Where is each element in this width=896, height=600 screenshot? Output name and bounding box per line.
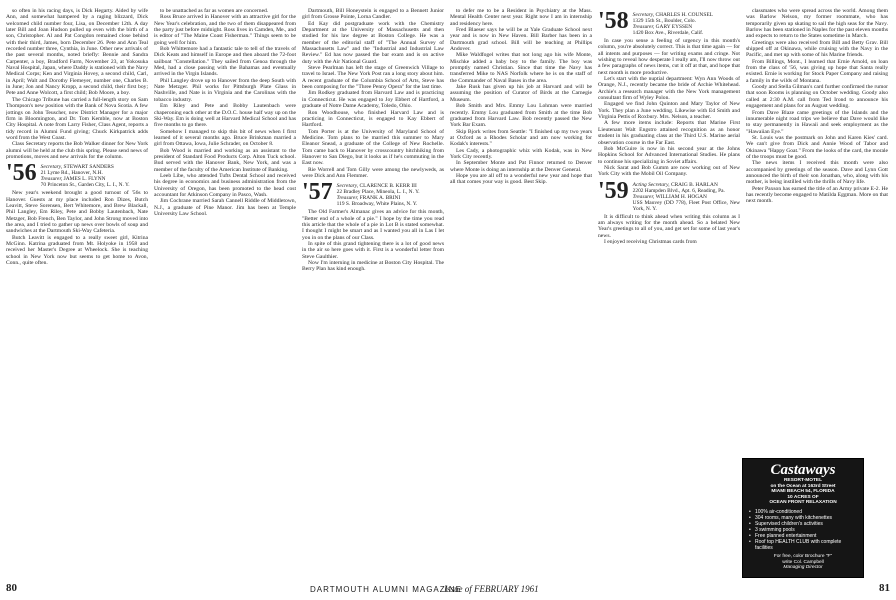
paragraph: Em Riley and Pete and Bobby Lautenbach were chaperoning each other at the D.O.C. house half way up on the Ski-Way. Em is doing well at Harvard Medical School and has five months to go there.	[154, 103, 296, 129]
paragraph: The news items I received this month were also accompanied by greetings of the season. Dave and Lynn Gott announced the birth of their son Jonathan, who, along with his mother, is being instilled with the thrills of Navy life.	[746, 160, 888, 186]
paragraph: In spite of this grand tightening there is a lot of good news in the air so here goes with it. First is a wonderful letter from Steve Gaulthier.	[302, 241, 444, 260]
page-number-left: 80	[6, 582, 17, 594]
class-year: '59	[598, 177, 629, 204]
magazine-title: DARTMOUTH ALUMNI MAGAZINE	[310, 585, 462, 594]
ad-footer-line: For free, color Brochure "F"	[773, 553, 833, 559]
paragraph: Steve Pearlman has left the stage of Greenwich Village to travel to Israel. The New York Post ran a long story about him. A recent graduate of the Columbia School of Arts, Steve has been composing for the "Three Penny Opera" for the last time.	[302, 65, 444, 91]
paragraph: Jim Rodkey graduated from Harvard Law and is practicing in Connecticut. He was engaged to Joy Ebbert of Hartford, a graduate of Notre Dame Academy, Toledo, Ohio.	[302, 90, 444, 110]
paragraph: St. Louis was the postmark on John and Karen Kies' card. We can't give from Dick and Annie Wood of Tabor and Okinawa "Happy Goat." From the looks of the card, the morale of the troops must be good.	[746, 134, 888, 160]
officer-name: CLARENCE B. KERR III	[359, 183, 417, 190]
paragraph: From Billings, Mont., I learned that Ernie Arnold, on loan from the class of '56, was giving up hope that Santa really existed. Ernie is working for Stock Paper Company and raising a family in the wilds of Montana.	[746, 58, 888, 84]
class-58-heading	[598, 10, 740, 36]
ad-line: OCEAN FRONT RELAXATION	[769, 500, 837, 506]
paragraph: Engaged we find John Quinton and Mary Taylor of New York. They plan a June wedding. Likewise with Ed Smith and Virginia Pettis of Roxbury. Mrs. Nelson, a teacher.	[598, 101, 740, 121]
class-officers	[41, 162, 130, 188]
paragraph: From Dave Blaze came greetings of the Islands and the innumerable night road trips we believe that Dave would like to stay permanently in Hawaii and seek employment as the "Hawaiian Eye."	[746, 109, 888, 135]
paragraph: A few more items include: Reports that Marine First Lieutenant Walt Engstro attained recognition as an honor student in his graduating class at the Third U.S. Marine aerial observation course in the Far East.	[598, 120, 740, 146]
ad-feature: • 100% air-conditioned	[749, 509, 857, 515]
paragraph: Ron Woodhouse, who finished Harvard Law and is practicing in Connecticut, is engaged to Kay Ebbert of Hartford.	[302, 109, 444, 129]
paragraph: so often in his racing days, is Dick Hegarty. Aided by wife Ann, and somewhat hampered by a raging blizzard, Dick welcomed child number four, Lisa, on December 12th. A day later Bill and Joan Hudson pulled up even with the birth of a son, Christopher. Al and Pat Congdon remained close behind with their third, James, born December 26. Pete and Ann Teal recorded number three, Cynthia, in June. Other new arrivals of the past several months, noted briefly: Bennie and Sandra Carpenter, a boy, Bradford Farm, November 23, at Yokosuka Naval Hospital, Japan, where Daddy is stationed with the Navy Medical Corps; Ken and Virginia Hovey, a second child, Carl, in April; Walt and Dorothy Fiemeyer, number one, Charles B. in June; Jon and Nancy Kropp, a second child, their first boy; Pete and Anne Wolcott, a first child; Bob Moore, a boy.	[6, 8, 148, 97]
paragraph: It is difficult to think ahead when writing this column as I am always writing for the month ahead. So a belated New Year's greetings to all of you, and get set for some of last year's news.	[598, 213, 740, 239]
paragraph: Hope you are all off to a wonderful new year and hope that all that comes your way is good. Best Skip.	[450, 172, 592, 186]
ad-line: on the Ocean at 163rd Street	[770, 483, 836, 489]
paragraph: Nick Sarat and Bob Gumm are now working out of New York City with the Mobil Oil Company.	[598, 164, 740, 178]
ad-feature: • 304 rooms, many with kitchenettes	[749, 515, 857, 521]
officer-address: 1329 15th St., Boulder, Colo.	[632, 18, 696, 24]
ad-feature: • Free planned entertainment	[749, 533, 857, 539]
paragraph: Skip Bjork writes from Seattle: "I finished up my two years at Oxford as a Rhodes Scholar and am now working for Kodak's interests."	[450, 128, 592, 148]
ad-brand: Castaways	[770, 462, 836, 478]
ad-feature: • Roof top HEALTH CLUB with complete facilities	[749, 539, 857, 551]
paragraph: The Old Farmer's Almanac gives an advice for this month, "Better end of a whole of a pie." I hope by the time you read this article that the whole of a pie in Lot B is stated somewhat. I thought I might be smart and as I wanted you all in Las I let you in on the plans of our Class.	[302, 209, 444, 241]
paragraph: to be unattached as far as women are concerned.	[160, 8, 269, 14]
officer-address: 21 Lyme Rd., Hanover, N.H.	[40, 170, 103, 177]
officer-address: 1420 Box Ave., Riverdale, Calif.	[632, 30, 704, 36]
paragraph: Fred Blaeser says he will be at Yale Graduate School next year and is now in New Haven. Bill Barber has been in a Dartmouth grad school. Bill will be teaching at Phillips Andover.	[450, 27, 592, 53]
role-label: Treasurer,	[632, 24, 655, 30]
paragraph: Bob Wood is married and working as an assistant to the president of Standard Food Products Corp. Alton Tuck school. Bud served with the Hanover Bank, New York, and was a member of the faculty of the American Institute of Banking.	[154, 147, 296, 173]
paragraph: Ross Bruce arrived in Hanover with an attractive girl for the New Year's celebration, and the two of them disappeared from the party just before midnight. Ross lives in Camden, Me., and is editor of "The Maine Coast Fisherman." Things seem to be going well for him.	[154, 14, 296, 46]
paragraph: Les Cady, a photographic whiz with Kodak, was in New York City recently.	[450, 147, 592, 160]
paragraph: In September Monte and Pat Finnor returned to Denver where Monte is doing an internship at the Denver General.	[450, 160, 592, 173]
officer-name: FRANK A. BRINI	[359, 195, 401, 202]
ad-feature-list	[749, 509, 857, 551]
class-56-heading	[6, 162, 148, 188]
paragraph: Tom Porter is at the University of Maryland School of Medicine. Tom plans to be married this summer to Mary Eleanor Snead, a graduate of the College of New Rochelle. Tom came back to Hanover by crosscountry hitchhiking from Hanover to San Diego, but it looks as if he's commuting in the East now.	[302, 128, 444, 167]
officer-address: USS Mauvey (DD 778), Fleet Post Office, New York, N. Y.	[632, 199, 740, 212]
ad-feature: • Supervised children's activities	[749, 521, 857, 527]
role-label: Treasurer,	[336, 195, 359, 202]
paragraph: New year's weekend brought a good turnout of '56s to Hanover. Guests at my place included Ron Dizes, Butch Leavitt, Steve Sorensen, Bert Whitemore, and Brew Blackall, Phil Langley, Em Riley, Pete and Bobby Lautenbach, Nate Metzger, Bob French, Ben Taylor, and John Strong moved into the area, and I tried to gather up news over bowls of soup and sandwiches at the Dartmouth Ski-Way Cafeteria.	[6, 190, 148, 235]
officer-address: 70 Princeton St., Garden City, L. I., N. Y.	[40, 182, 130, 189]
class-57-heading	[302, 181, 444, 207]
column-3	[302, 8, 444, 574]
role-label: Acting Secretary,	[632, 181, 670, 188]
ad-footer	[749, 554, 857, 571]
column-6	[746, 8, 888, 452]
ad-line: 10 ACRES OF	[787, 494, 819, 500]
paragraph: Goody and Stella Gilman's card further confirmed the rumor that soon Rooms is planning on October wedding. Goody also called at 2:30 A.M. call from Ted Irond to announce his engagement and plans for an August wedding.	[746, 84, 888, 110]
ad-line: MIAMI BEACH 54, FLORIDA	[771, 489, 835, 495]
officer-name: WILLIAM H. HOGAN	[655, 193, 707, 200]
officer-address: 22 Bradley Place, Mineola, L. I., N. Y.	[336, 189, 420, 196]
column-1	[6, 8, 148, 574]
paragraph: Jake Rusk has given up his job at Harvard and will be assuming the position of Curator of Birds at the Carnegie Museum.	[450, 84, 592, 103]
role-label: Secretary,	[40, 164, 63, 171]
paragraph: Ed Kay did postgraduate work with the Chemistry Department at the University of Massachusetts and then studied for his law degree at Boston College. He was a member of the editorial staff of "The Annual Survey of Massachusetts Law" and the "Industrial and Industrial Law Review." Ed has now passed the bar exam and is on active duty with the Air National Guard.	[302, 20, 444, 65]
paragraph: Rie Worrell and Tom Gilly were among the newlyweds, as were Dick and Ann Flemmer.	[302, 166, 444, 179]
class-year: '56	[6, 160, 37, 187]
ad-line: RESORT-MOTEL	[783, 478, 823, 483]
page-number-right: 81	[879, 582, 890, 594]
column-4	[450, 8, 592, 574]
paragraph: Bob McGuire is now in his second year at the Johns Hopkins School for Advanced International Studies. He plans to continue his specializing in Soviet affairs.	[598, 145, 740, 165]
paragraph: Leeb Libe, who attended Tufts Dental School and received his degree in economics and business administration from the University of Oregon, has been promoted to the head cost accountant for Atkinson Company in Pasco, Wash.	[154, 172, 296, 198]
role-label: Secretary,	[336, 183, 359, 190]
issue-label: Issue of FEBRUARY 1961	[444, 584, 539, 594]
castaways-advertisement	[742, 458, 864, 578]
paragraph: Greetings were also received from Bill and Betty Grav. Bill shipped off at Okinawa, while cruising with the Navy in the Pacific, and met up with some of his Marine friends.	[746, 39, 888, 59]
paragraph: Mike Waldfogel writes that not long ago his wife Monte, Mischke added a baby boy to the family. The boy was promptly named Christian. Since that time the Navy has transferred Mike to NAS Norfolk where he is on the staff of the Commander of Naval Bases in the area.	[450, 52, 592, 84]
paragraph: Let's start with the nuptial department: Wyn Ann Woods of Orange, N.J., recently became the bride of Archie Whitehead. Archie's a research manager with the New York management consultant firm of Wyley Polon.	[598, 76, 740, 102]
paragraph: to defer me to be a Resident in Psychiatry at the Mass. Mental Health Center next year. Right now I am in internship and residency here.	[450, 8, 592, 27]
paragraph: Jim Cochrane married Sarah Cannell Riddle of Middletown, N.J., a graduate of Pine Manor. Jim has been at Temple University Law School.	[154, 198, 296, 217]
class-year: '58	[598, 8, 629, 34]
paragraph: I enjoyed receiving Christmas cards from	[604, 238, 697, 245]
paragraph: In case you sense a feeling of urgency in this month's column, you're absolutely correct. This is that time again — for all intents and purposes — for writing exams and cringe. Not wishing to reveal how desperate I really am, I'll now throw out a few paragraphs of news items, cut it off at that, and hope that next month is more productive.	[598, 38, 740, 76]
officer-address: 119 S. Broadway, White Plains, N. Y.	[336, 201, 418, 208]
paragraph: Bob Smith and Mrs. Emmy Lou Lohman were married recently. Emmy Lou graduated from Smith at the time Bob graduated from Harvard Law. Bob recently passed the New York Bar Exam.	[450, 103, 592, 129]
column-2	[154, 8, 296, 574]
class-officers	[633, 10, 713, 36]
page-footer	[0, 576, 896, 594]
ad-footer-line: write Col. Campbell	[782, 559, 824, 565]
officer-name: JAMES L. FLYNN	[63, 176, 106, 183]
class-officers	[633, 180, 740, 212]
role-label: Treasurer,	[632, 193, 655, 200]
class-year: '57	[302, 179, 333, 206]
officer-name: CRAIG B. HARLAN	[670, 181, 718, 188]
paragraph: Peter Paxson has earned the title of an Army private E-2. He has recently become engaged to Matilda Eggman. More on that next month.	[746, 185, 888, 205]
paragraph: Class Secretary reports the Bob Walker dinner for New York alumni will be held at the club this spring. Please send news of promotions, moves and new arrivals for the column.	[6, 141, 148, 160]
officer-name: GARY EYSSEN	[655, 24, 693, 30]
role-label: Treasurer,	[40, 176, 63, 183]
paragraph: Now I'm interning in medicine at Boston City Hospital. The Berry Plan has kind enough.	[302, 260, 444, 273]
class-officers	[337, 181, 420, 207]
paragraph: classmates who were spread across the world. Among them was Barlow Nelson, my former roommate, who has temporarily given up skating to sail the high seas for the Navy. Barlow has been stationed in Naples for the past eleven months and expects to return to the States sometime in March.	[746, 8, 888, 40]
officer-address: 2202 Hampden Blvd., Apt. 6, Reading, Pa.	[632, 187, 725, 194]
paragraph: Somehow I managed to skip this bit of news when I first learned of it several months ago. Bruce Brinkman married a girl from Ottawa, Iowa, Julie Schrader, on October 8.	[154, 128, 296, 148]
officer-name: CHARLES H. COUNSEL	[655, 12, 713, 18]
paragraph: Dartmouth, Bill Honeystein is engaged to a Bennett Junior girl from Grosse Pointe, Lorna Candler.	[302, 8, 444, 21]
officer-name: STEWART SANDERS	[63, 164, 114, 171]
paragraph: Bob Whittemore had a fantastic tale to tell of the travels of Dick Keats and himself in Europe and then aboard the 72-foot sailboat "Constellation." They sailed from Genoa through the Med, had a close passing with the Bahamas and eventually arrived in the Virgin Islands.	[154, 46, 296, 78]
role-label: Secretary,	[632, 12, 655, 18]
column-5	[598, 8, 740, 574]
ad-signature: Managing Director	[783, 565, 823, 571]
paragraph: Butch Leavitt is engaged to a really sweet girl, Kitrina McGinn. Katrina graduated from Mt. Holyoke in 1958 and received her Master's Degree at Wheelock. She is teaching school in New York now but seems to get home to Avon, Conn., quite often.	[6, 234, 148, 267]
class-59-heading	[598, 177, 740, 212]
paragraph: The Chicago Tribune has carried a full-length story on Sam Thompson's new position with the Bank of Nova Scotia. A few jottings on John Teuscher, now District Manager for a major firm in Bloomington, and Dr. Tom Kemble, now at Boston City Hospital. A note from Larry Fisher, Class Agent, reports a tidy record in Alumni Fund giving; Chuck Kirkpatrick adds word from the West Coast.	[6, 96, 148, 141]
ad-feature: • 3 swimming pools	[749, 527, 857, 533]
paragraph: Phil Langley drove up to Hanover from the deep South with Nate Metzger. Phil works for Pittsburgh Plate Glass in Nashville, and Nate is in Virginia and the Carolinas with the tobacco industry.	[154, 77, 296, 103]
